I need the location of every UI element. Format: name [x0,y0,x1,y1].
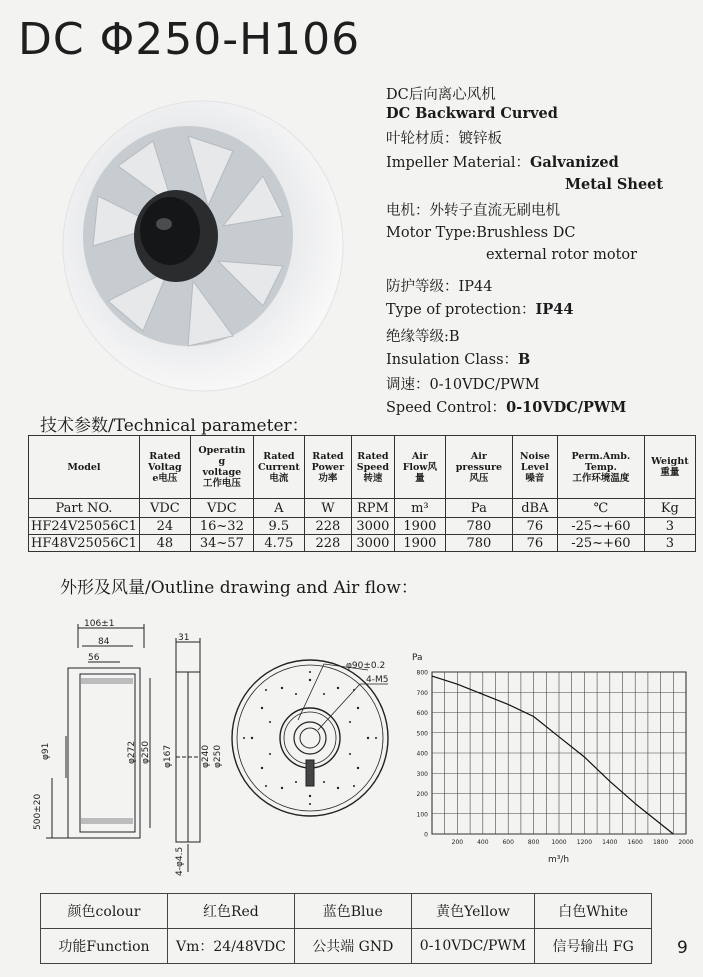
chart-y-tick: 300 [416,770,428,778]
table-cell: 16~32 [190,518,253,535]
parameter-table [28,435,696,552]
table-header: Rated Speed 转速 [351,436,394,499]
function-cell: 公共端 GND [294,929,411,964]
table-unit: m³ [394,499,445,518]
table-header: Perm.Amb. Temp. 工作环境温度 [557,436,644,499]
colour-cell: 黄色Yellow [411,894,534,929]
function-cell: 0-10VDC/PWM [411,929,534,964]
table-cell: 3000 [351,518,394,535]
table-cell: HF48V25056C1 [29,535,140,552]
table-cell: 34~57 [190,535,253,552]
table-cell: 4.75 [253,535,304,552]
table-header: Rated Power 功率 [304,436,351,499]
spec-insulation-cn: 绝缘等级:B [386,329,460,345]
chart-x-tick: 1400 [602,839,618,846]
chart-y-tick: 200 [416,791,428,798]
table-cell: 76 [512,518,557,535]
table-cell: 228 [304,518,351,535]
chart-x-tick: 1000 [551,839,567,846]
spec-protection-cn: 防护等级：IP44 [386,279,493,295]
chart-y-tick: 500 [416,730,428,738]
function-cell: Vm：24/48VDC [168,929,295,964]
spec-impeller-cn: 叶轮材质：镀锌板 [386,131,502,147]
spec-insulation-en-label: Insulation Class： [386,352,519,368]
table-header: Weight 重量 [644,436,695,499]
dim-56: 56 [88,653,100,663]
spec-protection-en-label: Type of protection： [386,302,536,318]
dim-m5: 4-M5 [366,675,389,685]
spec-speed-cn: 调速：0-10VDC/PWM [386,377,540,393]
table-unit: Kg [644,499,695,518]
table-row [29,535,696,552]
tech-heading: 技术参数/Technical parameter： [40,416,309,436]
spec-protection-en-value: IP44 [535,301,574,318]
table-cell: HF24V25056C1 [29,518,140,535]
chart-y-tick: 400 [416,750,428,758]
spec-type-en: DC Backward Curved [386,105,558,122]
table-unit: W [304,499,351,518]
dim-500: 500±20 [33,793,43,830]
side-view-drawing [28,618,168,880]
chart-x-tick: 1200 [576,839,593,846]
table-row [41,894,652,929]
flange-drawing [163,632,230,880]
chart-x-tick: 1600 [627,839,643,846]
dim-phi272: φ272 [127,740,137,764]
spec-insulation-en-value: B [518,351,531,368]
colour-cell: 红色Red [168,894,295,929]
table-header: Model [29,436,140,499]
chart-y-tick: 700 [416,689,428,697]
table-unit: VDC [139,499,190,518]
spec-motor-cn: 电机：外转子直流无刷电机 [386,203,560,219]
dim-84: 84 [98,637,110,647]
table-cell: 1900 [394,518,445,535]
table-cell: -25~+60 [557,535,644,552]
chart-y-tick: 100 [416,811,428,819]
chart-y-tick: 600 [416,710,428,717]
table-header: Operatin g voltage 工作电压 [190,436,253,499]
function-cell: 信号输出 FG [535,929,652,964]
spec-impeller-en-value2: Metal Sheet [565,176,664,193]
fan-photo [58,96,348,396]
dim-106: 106±1 [84,619,115,629]
chart-x-tick: 1800 [652,839,669,846]
table-unit: Part NO. [29,499,140,518]
chart-x-tick: 2000 [678,839,694,846]
table-header: Air pressure 风压 [445,436,512,499]
spec-impeller-en-label: Impeller Material： [386,155,530,171]
spec-motor-en2: external rotor motor [486,247,638,263]
chart-x-label: m³/h [548,855,570,865]
airflow-curve [432,676,673,834]
table-header: Rated Current 电流 [253,436,304,499]
table-unit: A [253,499,304,518]
dim-holes: 4-φ4.5 [175,846,185,876]
chart-x-tick: 800 [527,839,540,846]
dim-phi250: φ250 [141,740,151,764]
table-cell: 3 [644,518,695,535]
chart-x-tick: 400 [477,839,489,846]
spec-speed-en-label: Speed Control： [386,400,507,416]
spec-motor-en1: Motor Type:Brushless DC [386,225,576,241]
table-header: Air Flow风 量 [394,436,445,499]
table-unit: dBA [512,499,557,518]
table-unit: RPM [351,499,394,518]
table-unit: VDC [190,499,253,518]
table-cell: 76 [512,535,557,552]
airflow-chart [404,650,698,868]
page-number: 9 [677,938,688,958]
table-cell: 228 [304,535,351,552]
function-cell: 功能Function [41,929,168,964]
table-unit: ℃ [557,499,644,518]
table-row [29,518,696,535]
dim-31: 31 [178,633,190,643]
front-view-drawing [228,650,408,820]
table-cell: -25~+60 [557,518,644,535]
table-row [41,929,652,964]
spec-impeller-en-value: Galvanized [530,154,619,171]
table-cell: 780 [445,535,512,552]
chart-y-tick: 0 [424,831,428,839]
colour-cell: 颜色colour [41,894,168,929]
dim-phi240: φ240 [201,744,211,768]
table-header: Noise Level 噪音 [512,436,557,499]
table-cell: 9.5 [253,518,304,535]
table-cell: 24 [139,518,190,535]
chart-x-tick: 200 [451,839,464,846]
table-unit: Pa [445,499,512,518]
table-cell: 780 [445,518,512,535]
spec-speed-en-value: 0-10VDC/PWM [506,399,627,416]
colour-cell: 蓝色Blue [294,894,411,929]
colour-table [40,893,652,964]
table-cell: 48 [139,535,190,552]
outline-heading: 外形及风量/Outline drawing and Air flow： [60,578,418,598]
page-title: DC Φ250-H106 [18,14,361,65]
table-cell: 3000 [351,535,394,552]
chart-y-tick: 800 [416,669,428,677]
dim-phi90: φ90±0.2 [346,661,386,671]
dim-phi250b: φ250 [213,744,223,768]
table-cell: 1900 [394,535,445,552]
spec-type-cn: DC后向离心风机 [386,87,496,103]
table-cell: 3 [644,535,695,552]
dim-phi91: φ91 [41,742,51,760]
table-header: Rated Voltag e电压 [139,436,190,499]
chart-x-tick: 600 [502,839,514,846]
dim-phi167: φ167 [163,744,173,768]
chart-y-label: Pa [412,653,423,663]
colour-cell: 白色White [535,894,652,929]
